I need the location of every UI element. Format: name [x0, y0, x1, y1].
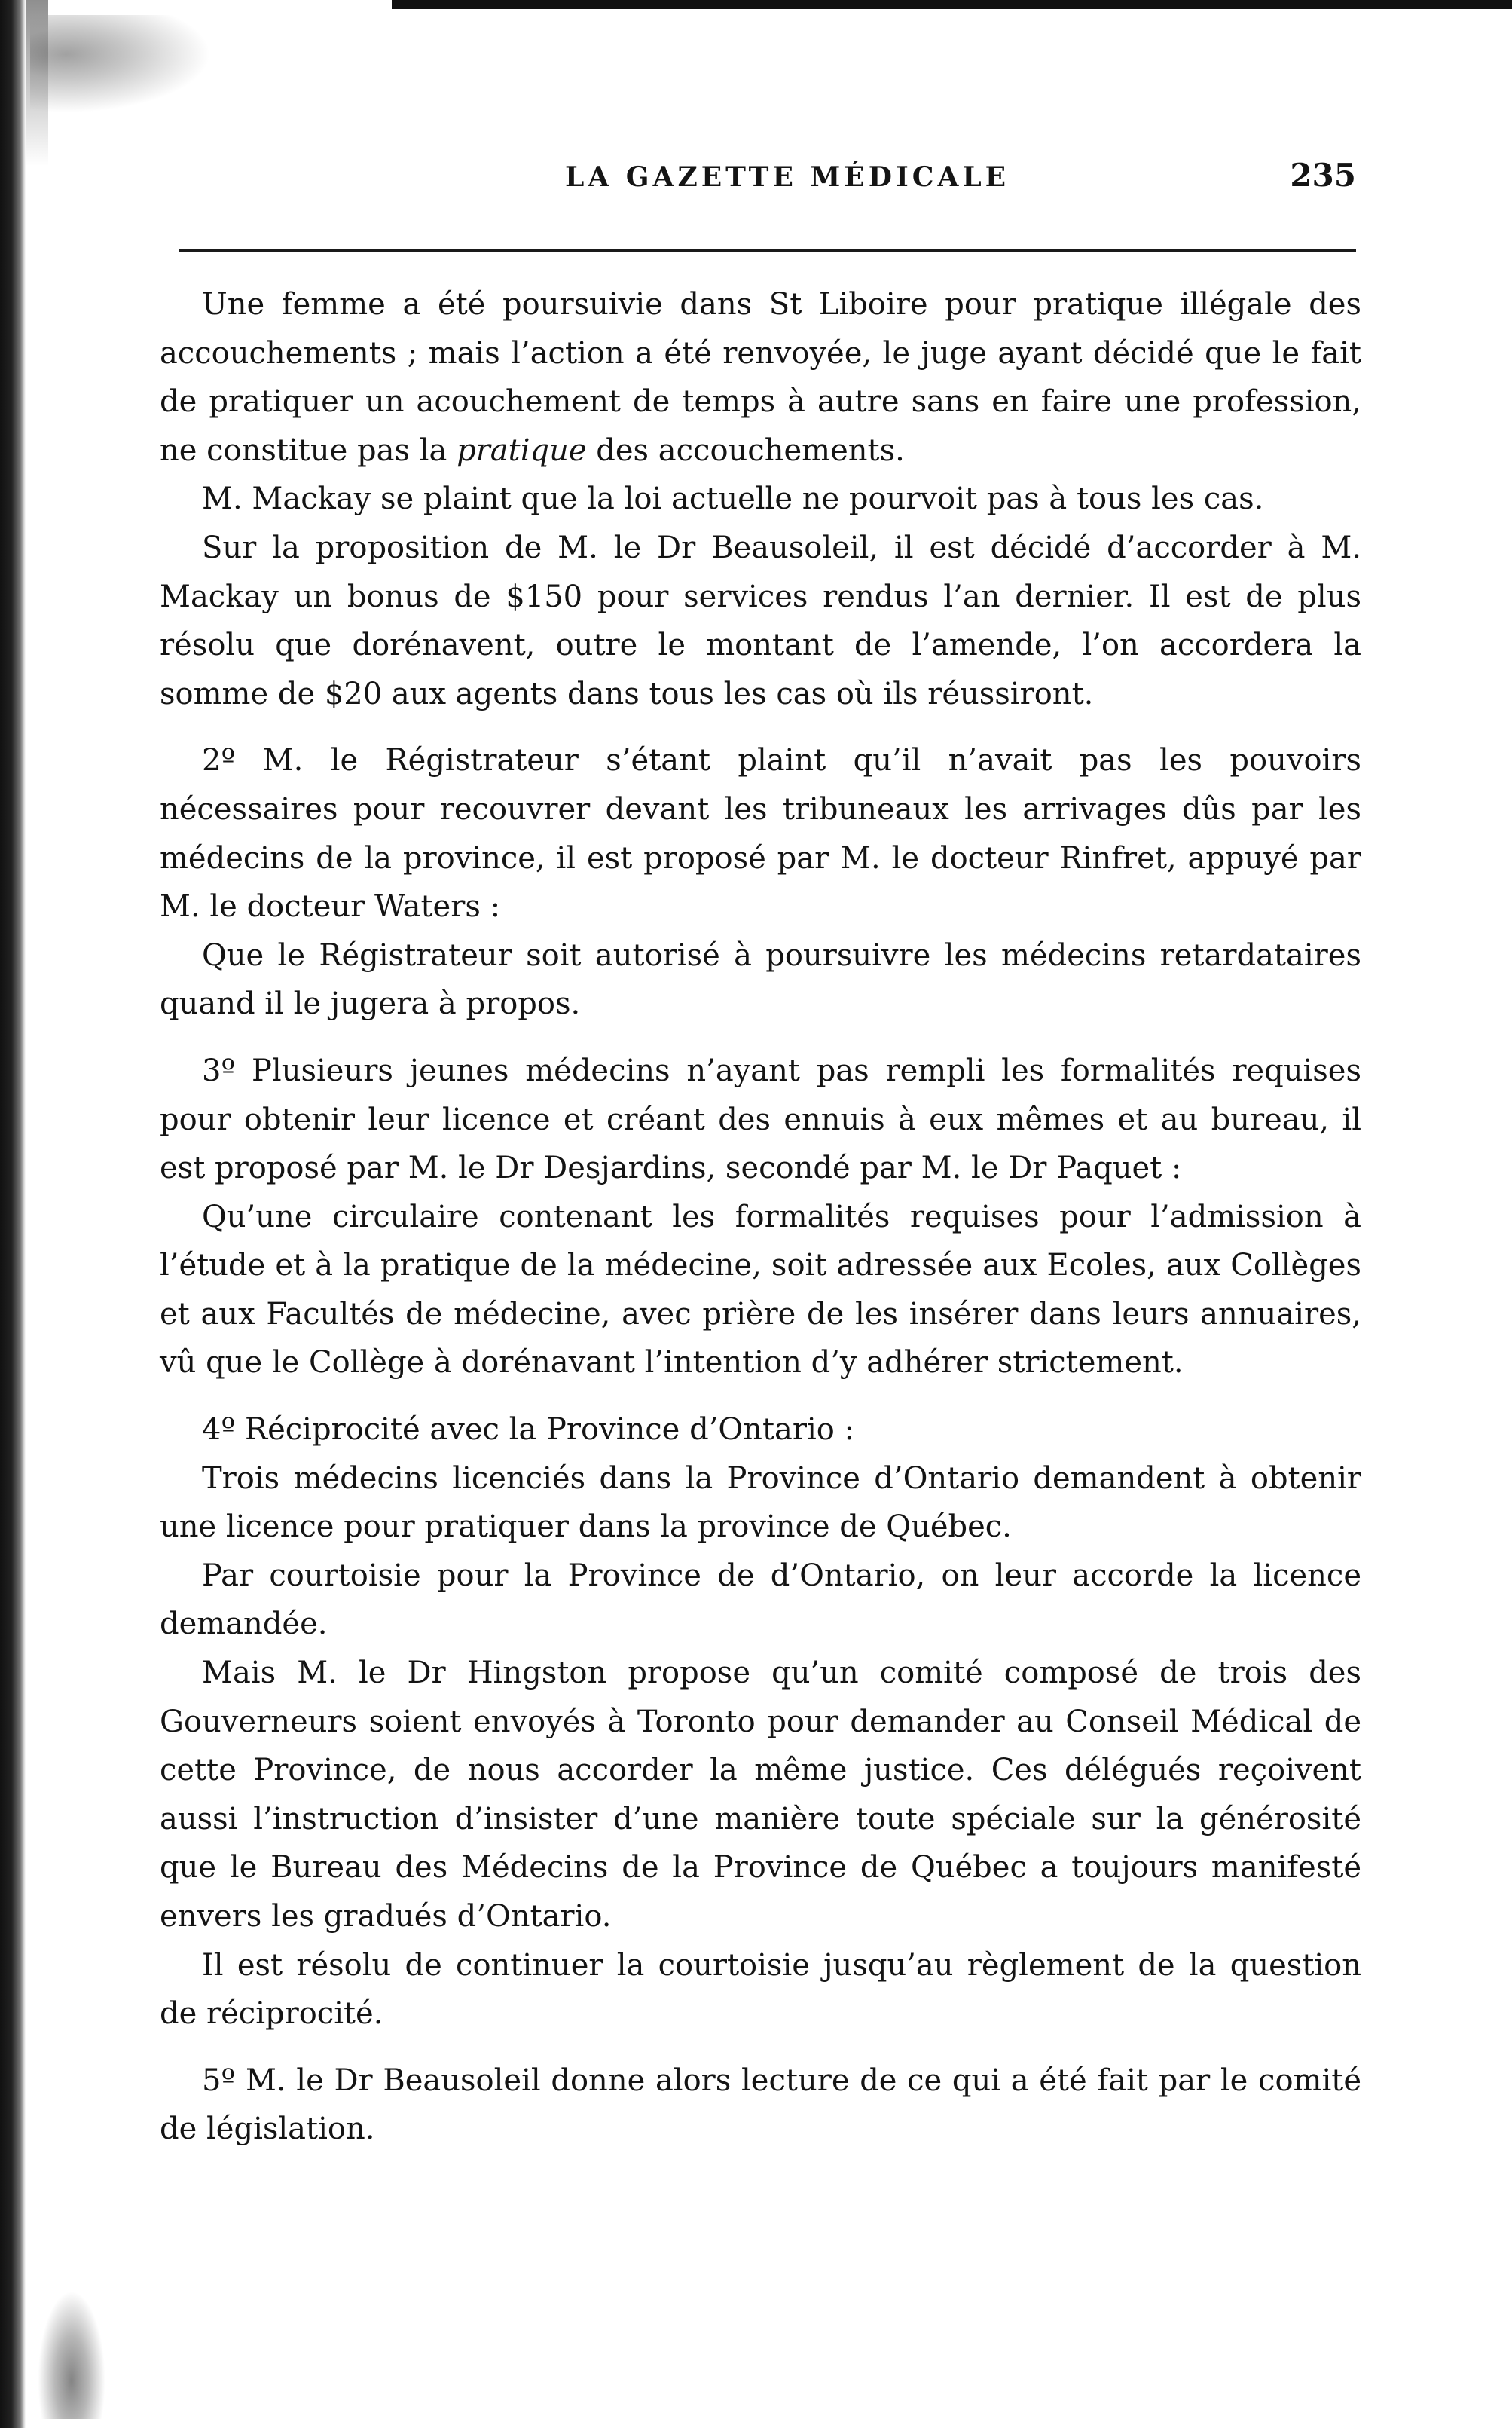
page-number: 235: [1290, 157, 1356, 194]
paragraph: Par courtoisie pour la Province de d’Ontario, on leur accorde la licence demandée.: [160, 1558, 1361, 1642]
paragraph: 3º Plusieurs jeunes médecins n’ayant pas rempli les formalités requises pour obtenir leur licence et créant des ennuis à eux mêmes et au bureau, il est proposé par M. le Dr Desjardins, secondé par M. le Dr Paquet :: [160, 1053, 1361, 1186]
paragraph: [160, 280, 1361, 475]
running-head: LA GAZETTE MÉDICALE: [565, 161, 1010, 193]
paragraph-text: Une femme a été poursuivie dans St Liboire pour pratique illégale des accouchements ; mais l’action a été renvoyée, le juge ayant décidé que le fait de pratiquer un acouchement de temps à autre sans en faire une profession, ne constitue pas la: [160, 287, 1361, 468]
paragraph: 4º Réciprocité avec la Province d’Ontario :: [202, 1412, 855, 1448]
page-header: [173, 151, 1356, 196]
paragraph: Trois médecins licenciés dans la Province d’Ontario demandent à obtenir une licence pour pratiquer dans la province de Québec.: [160, 1460, 1361, 1545]
paragraph: Mais M. le Dr Hingston propose qu’un comité composé de trois des Gouverneurs soient envoyés à Toronto pour demander au Conseil Médical de cette Province, de nous accorder la même justice. Ces délégués reçoivent aussi l’instruction d’insister d’une manière toute spéciale sur la générosité que le Bureau des Médecins de la Province de Québec a toujours manifesté envers les gradués d’Ontario.: [160, 1656, 1361, 1934]
paragraph: M. Mackay se plaint que la loi actuelle ne pourvoit pas à tous les cas.: [202, 482, 1264, 517]
header-rule: [179, 249, 1356, 252]
emphasis-text: pratique: [457, 433, 587, 468]
paragraph: Sur la proposition de M. le Dr Beausoleil, il est décidé d’accorder à M. Mackay un bonus de $150 pour services rendus l’an dernier. Il est de plus résolu que dorénavent, outre le montant de l’amende, l’on accordera la somme de $20 aux agents dans tous les cas où ils réussiront.: [160, 530, 1361, 711]
paragraph: Il est résolu de continuer la courtoisie jusqu’au règlement de la question de réciprocité.: [160, 1947, 1361, 2032]
paragraph: Que le Régistrateur soit autorisé à poursuivre les médecins retardataires quand il le jugera à propos.: [160, 937, 1361, 1022]
scan-top-rule: [392, 0, 1512, 9]
paragraph-text: des accouchements.: [596, 433, 905, 468]
scan-edge-left: [0, 0, 26, 2428]
scan-smudge-bottom: [38, 2291, 105, 2419]
paragraph: 2º M. le Régistrateur s’étant plaint qu’il n’avait pas les pouvoirs nécessaires pour recouvrer devant les tribuneaux les arrivages dûs par les médecins de la province, il est proposé par M. le docteur Rinfret, appuyé par M. le docteur Waters :: [160, 743, 1361, 925]
page-body: [160, 280, 1361, 2154]
paragraph: 5º M. le Dr Beausoleil donne alors lecture de ce qui a été fait par le comité de législation.: [160, 2063, 1361, 2147]
paragraph: Qu’une circulaire contenant les formalités requises pour l’admission à l’étude et à la pratique de la médecine, soit adressée aux Ecoles, aux Collèges et aux Facultés de médecine, avec prière de les insérer dans leurs annuaires, vû que le Collège à dorénavant l’intention d’y adhérer strictement.: [160, 1199, 1361, 1381]
scan-smudge-top: [30, 15, 211, 113]
